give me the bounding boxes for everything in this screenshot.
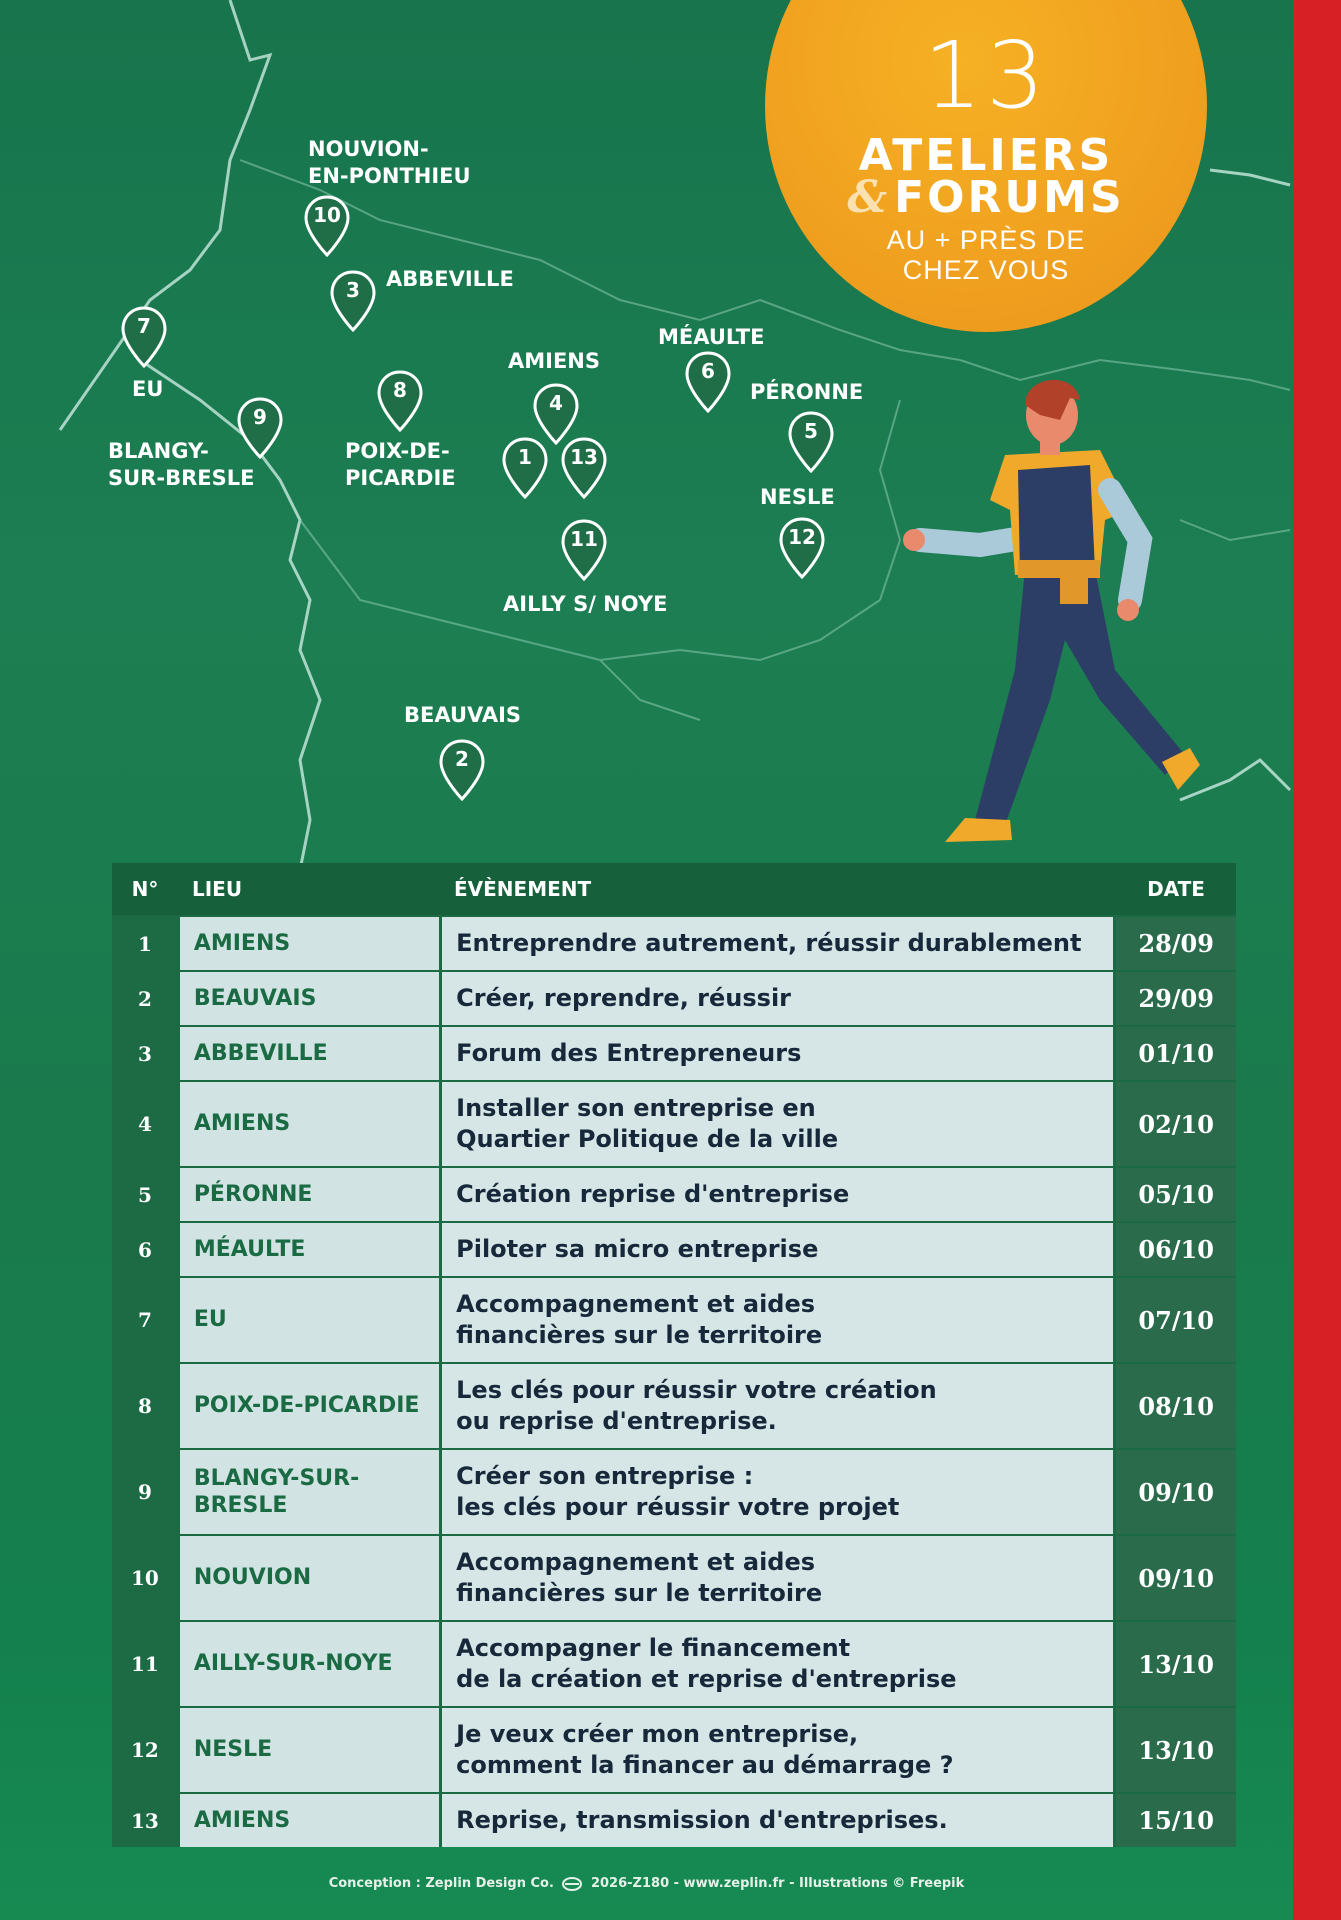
pin-number: 1 xyxy=(518,445,532,469)
table-row xyxy=(112,1706,1236,1792)
row-date: 28/09 xyxy=(1113,917,1236,970)
row-lieu: AMIENS xyxy=(178,1082,439,1166)
table-row xyxy=(112,1025,1236,1080)
row-date: 02/10 xyxy=(1113,1082,1236,1166)
map-pin-8[interactable] xyxy=(377,370,423,432)
row-date: 15/10 xyxy=(1113,1794,1236,1847)
pin-number: 10 xyxy=(313,203,341,227)
city-label-nesle: NESLE xyxy=(760,485,835,509)
row-number: 11 xyxy=(112,1622,178,1706)
credits-footer xyxy=(0,1876,1293,1891)
row-date: 09/10 xyxy=(1113,1450,1236,1534)
footer-conception: Conception : Zeplin Design Co. xyxy=(328,1876,554,1891)
map-pin-9[interactable] xyxy=(237,397,283,459)
row-lieu: AMIENS xyxy=(178,917,439,970)
header-number: N° xyxy=(131,877,159,901)
row-date: 08/10 xyxy=(1113,1364,1236,1448)
badge-subtitle-2: CHEZ VOUS xyxy=(902,255,1070,285)
zeplin-logo-icon xyxy=(562,1877,582,1891)
row-date: 09/10 xyxy=(1113,1536,1236,1620)
header-evenement: ÉVÈNEMENT xyxy=(454,877,592,901)
row-number: 9 xyxy=(112,1450,178,1534)
row-lieu: BLANGY-SUR- BRESLE xyxy=(178,1450,439,1534)
city-label-peronne: PÉRONNE xyxy=(750,380,864,404)
row-number: 10 xyxy=(112,1536,178,1620)
pin-number: 6 xyxy=(701,359,715,383)
pin-number: 13 xyxy=(570,445,598,469)
row-evenement: Entreprendre autrement, réussir durablement xyxy=(439,917,1113,970)
table-row xyxy=(112,1221,1236,1276)
row-date: 13/10 xyxy=(1113,1622,1236,1706)
map-pin-12[interactable] xyxy=(779,517,825,579)
pin-number: 3 xyxy=(346,278,360,302)
row-lieu: AMIENS xyxy=(178,1794,439,1847)
row-lieu: EU xyxy=(178,1278,439,1362)
row-evenement: Reprise, transmission d'entreprises. xyxy=(439,1794,1113,1847)
map-pin-4[interactable] xyxy=(533,383,579,445)
row-evenement: Accompagner le financement de la création et reprise d'entreprise xyxy=(439,1622,1113,1706)
worker-illustration xyxy=(900,370,1240,870)
row-lieu: BEAUVAIS xyxy=(178,972,439,1025)
table-row xyxy=(112,1448,1236,1534)
map-pin-1[interactable] xyxy=(502,437,548,499)
pin-number: 5 xyxy=(804,419,818,443)
row-evenement: Créer son entreprise : les clés pour réussir votre projet xyxy=(439,1450,1113,1534)
pin-number: 8 xyxy=(393,378,407,402)
table-row xyxy=(112,915,1236,970)
row-lieu: PÉRONNE xyxy=(178,1168,439,1221)
map-pin-2[interactable] xyxy=(439,739,485,801)
row-date: 06/10 xyxy=(1113,1223,1236,1276)
pin-number: 9 xyxy=(253,405,267,429)
table-row xyxy=(112,1166,1236,1221)
row-date: 13/10 xyxy=(1113,1708,1236,1792)
row-number: 4 xyxy=(112,1082,178,1166)
header-lieu: LIEU xyxy=(192,877,243,901)
map-pin-6[interactable] xyxy=(685,351,731,413)
pin-number: 7 xyxy=(137,314,151,338)
table-row xyxy=(112,970,1236,1025)
row-evenement: Créer, reprendre, réussir xyxy=(439,972,1113,1025)
city-label-abbeville: ABBEVILLE xyxy=(386,267,514,291)
badge-number: 13 xyxy=(923,22,1049,129)
events-table xyxy=(112,863,1236,1847)
badge-ateliers: ATELIERS xyxy=(858,130,1114,181)
row-number: 2 xyxy=(112,972,178,1025)
red-side-band xyxy=(1293,0,1341,1920)
row-lieu: NESLE xyxy=(178,1708,439,1792)
row-number: 1 xyxy=(112,917,178,970)
map-pin-5[interactable] xyxy=(788,411,834,473)
row-number: 12 xyxy=(112,1708,178,1792)
map-pin-10[interactable] xyxy=(304,195,350,257)
row-date: 05/10 xyxy=(1113,1168,1236,1221)
city-label-meaulte: MÉAULTE xyxy=(658,325,765,349)
badge-subtitle-1: AU + PRÈS DE xyxy=(886,225,1086,255)
header-date: DATE xyxy=(1147,877,1205,901)
row-date: 01/10 xyxy=(1113,1027,1236,1080)
row-number: 8 xyxy=(112,1364,178,1448)
row-lieu: MÉAULTE xyxy=(178,1223,439,1276)
row-lieu: ABBEVILLE xyxy=(178,1027,439,1080)
footer-credits: 2026-Z180 - www.zeplin.fr - Illustrations © Freepik xyxy=(590,1876,965,1891)
map-pin-13[interactable] xyxy=(561,437,607,499)
row-evenement: Accompagnement et aides financières sur le territoire xyxy=(439,1536,1113,1620)
row-number: 3 xyxy=(112,1027,178,1080)
city-label-poix: POIX-DE- PICARDIE xyxy=(345,439,456,491)
row-date: 29/09 xyxy=(1113,972,1236,1025)
badge-forums-text: FORUMS xyxy=(894,172,1125,223)
row-lieu: NOUVION xyxy=(178,1536,439,1620)
city-label-ailly: AILLY S/ NOYE xyxy=(503,592,668,616)
table-row xyxy=(112,1080,1236,1166)
pin-number: 12 xyxy=(788,525,816,549)
row-number: 5 xyxy=(112,1168,178,1221)
table-header xyxy=(112,863,1236,915)
pin-number: 11 xyxy=(570,527,598,551)
row-number: 6 xyxy=(112,1223,178,1276)
row-number: 7 xyxy=(112,1278,178,1362)
city-label-blangy: BLANGY- SUR-BRESLE xyxy=(108,439,255,491)
row-number: 13 xyxy=(112,1794,178,1847)
badge-ampersand: & xyxy=(847,172,891,223)
row-evenement: Création reprise d'entreprise xyxy=(439,1168,1113,1221)
title-badge xyxy=(765,0,1207,332)
pin-number: 4 xyxy=(549,391,563,415)
pin-number: 2 xyxy=(455,747,469,771)
row-lieu: AILLY-SUR-NOYE xyxy=(178,1622,439,1706)
badge-forums xyxy=(765,172,1207,223)
table-row xyxy=(112,1620,1236,1706)
row-evenement: Je veux créer mon entreprise, comment la financer au démarrage ? xyxy=(439,1708,1113,1792)
table-row xyxy=(112,1534,1236,1620)
city-label-beauvais: BEAUVAIS xyxy=(404,703,522,727)
city-label-eu: EU xyxy=(132,377,164,401)
map-pin-11[interactable] xyxy=(561,519,607,581)
map-pin-3[interactable] xyxy=(330,270,376,332)
row-evenement: Les clés pour réussir votre création ou reprise d'entreprise. xyxy=(439,1364,1113,1448)
row-evenement: Accompagnement et aides financières sur le territoire xyxy=(439,1278,1113,1362)
row-lieu: POIX-DE-PICARDIE xyxy=(178,1364,439,1448)
table-row xyxy=(112,1362,1236,1448)
table-row xyxy=(112,1792,1236,1847)
map-pin-7[interactable] xyxy=(121,306,167,368)
table-row xyxy=(112,1276,1236,1362)
row-evenement: Piloter sa micro entreprise xyxy=(439,1223,1113,1276)
city-label-nouvion: NOUVION- EN-PONTHIEU xyxy=(308,137,471,189)
row-evenement: Installer son entreprise en Quartier Politique de la ville xyxy=(439,1082,1113,1166)
city-label-amiens: AMIENS xyxy=(508,349,601,373)
row-date: 07/10 xyxy=(1113,1278,1236,1362)
row-evenement: Forum des Entrepreneurs xyxy=(439,1027,1113,1080)
